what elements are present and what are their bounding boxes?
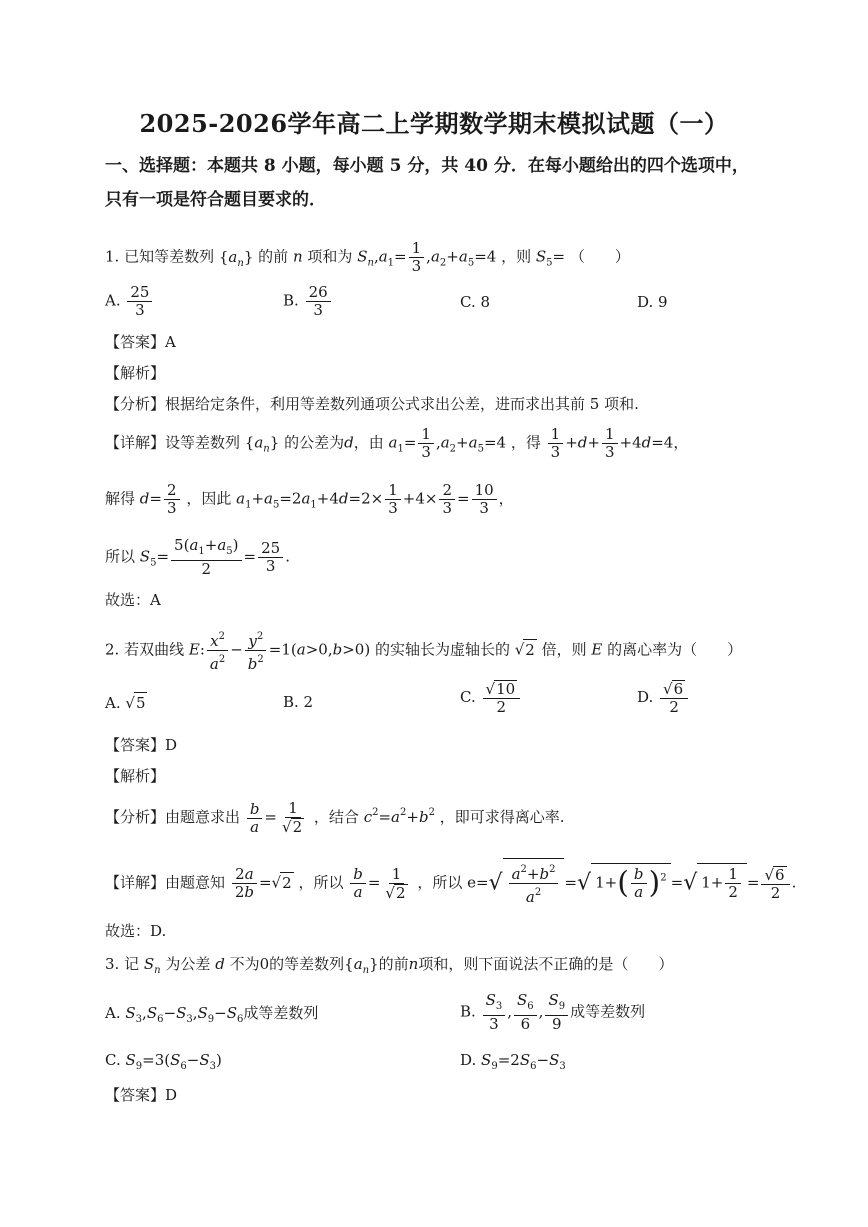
- q2-jiexi: 【解析】: [105, 767, 166, 785]
- q2-choose: 故选：D.: [105, 922, 167, 940]
- q1-detail-1: 【详解】设等差数列 $\{a_n\}$ 的公差为d，由 $a_1=$ $\frac{1}{3}$ $,a_2+a_5=4$ ，得 $\frac{1}{3}$ +d+ $\frac{1}{3}$ +4d=4，: [105, 425, 689, 461]
- q3-option-c: C. $S_9=3(S_6-S_3)$: [105, 1051, 222, 1072]
- q1-stem: 1. 已知等差数列 $\{a_n\}$ 的前 n 项和为 $S_n,a_1=$ $\frac{1}{3}$ $,a_2+a_5=4$ ，则 $S_5=$ （ ）: [105, 239, 630, 275]
- q1-option-c: C. 8: [460, 293, 491, 311]
- q2-option-b: B. 2: [283, 693, 314, 711]
- q1-option-d: D. 9: [637, 293, 668, 311]
- q2-option-c: C. $\frac{√10}{2}$: [460, 680, 522, 716]
- q3-option-b: B. $\frac{S_3}{3}$ , $\frac{S_6}{6}$ , $\frac{S_9}{9}$ 成等差数列: [460, 991, 646, 1033]
- q3-option-a: A. $S_3,S_6-S_3,S_9-S_6$成等差数列: [105, 1004, 319, 1025]
- q1-answer: 【答案】A: [105, 333, 176, 351]
- q1-detail-2: 解得 d= $\frac{2}{3}$ ，因此 $a_1+a_5=2a_1+4d=2\times$ $\frac{1}{3}$ +4× $\frac{2}{3}$ = $\frac{10}{3}$ ，: [105, 481, 514, 517]
- q1-option-a: A. $\frac{25}{3}$: [105, 284, 154, 319]
- section-heading-line2: 只有一项是符合题目要求的．: [105, 190, 326, 210]
- q1-jiexi: 【解析】: [105, 364, 166, 382]
- q2-detail: 【详解】由题意知 $\frac{2a}{2b}$ =√2 ，所以 $\frac{b}{a}$ = $\frac{1}{√2}$ ，所以 e=√ $\frac{a^2+b^2}{a^2}$ =√ 1+( $\frac{b}{a}$ )$^2$ =√ 1+ $\frac{1}{2}$ = $\frac{√6}{2}$ .: [105, 858, 796, 906]
- q2-option-d: D. $\frac{√6}{2}$: [637, 680, 690, 716]
- q3-answer: 【答案】D: [105, 1086, 178, 1104]
- section-heading-line1: 一、选择题：本题共 8 小题，每小题 5 分，共 40 分．在每小题给出的四个选项中，: [105, 156, 749, 176]
- q2-analysis: 【分析】由题意求出 $\frac{b}{a}$ = $\frac{1}{√2}$ ，结合 $c^2=a^2+b^2$ ，即可求得离心率.: [105, 799, 565, 836]
- q2-answer: 【答案】D: [105, 736, 178, 754]
- q1-analysis: 【分析】根据给定条件，利用等差数列通项公式求出公差，进而求出其前 5 项和.: [105, 395, 639, 413]
- q1-detail-3: 所以 $S_5=$ $\frac{5(a_1+a_5)}{2}$ = $\frac{25}{3}$ .: [105, 536, 290, 578]
- q1-option-b: B. $\frac{26}{3}$: [283, 284, 333, 319]
- q3-option-d: D. $S_9=2S_6-S_3$: [460, 1051, 566, 1072]
- q3-stem: 3. 记 $S_n$ 为公差 d 不为0的等差数列$\{a_n\}$的前n项和，则下面说法不正确的是（ ）: [105, 955, 674, 976]
- page-title: 2025-2026学年高二上学期数学期末模拟试题（一）: [139, 109, 729, 138]
- q2-option-a: A. √5: [105, 694, 146, 712]
- q1-choose: 故选：A: [105, 591, 161, 609]
- q2-stem: 2. 若双曲线 E: $\frac{x^2}{a^2}$ − $\frac{y^2}{b^2}$ =1(a>0,b>0) 的实轴长为虚轴长的 √2 倍，则 E 的离心率为（ ）: [105, 628, 742, 673]
